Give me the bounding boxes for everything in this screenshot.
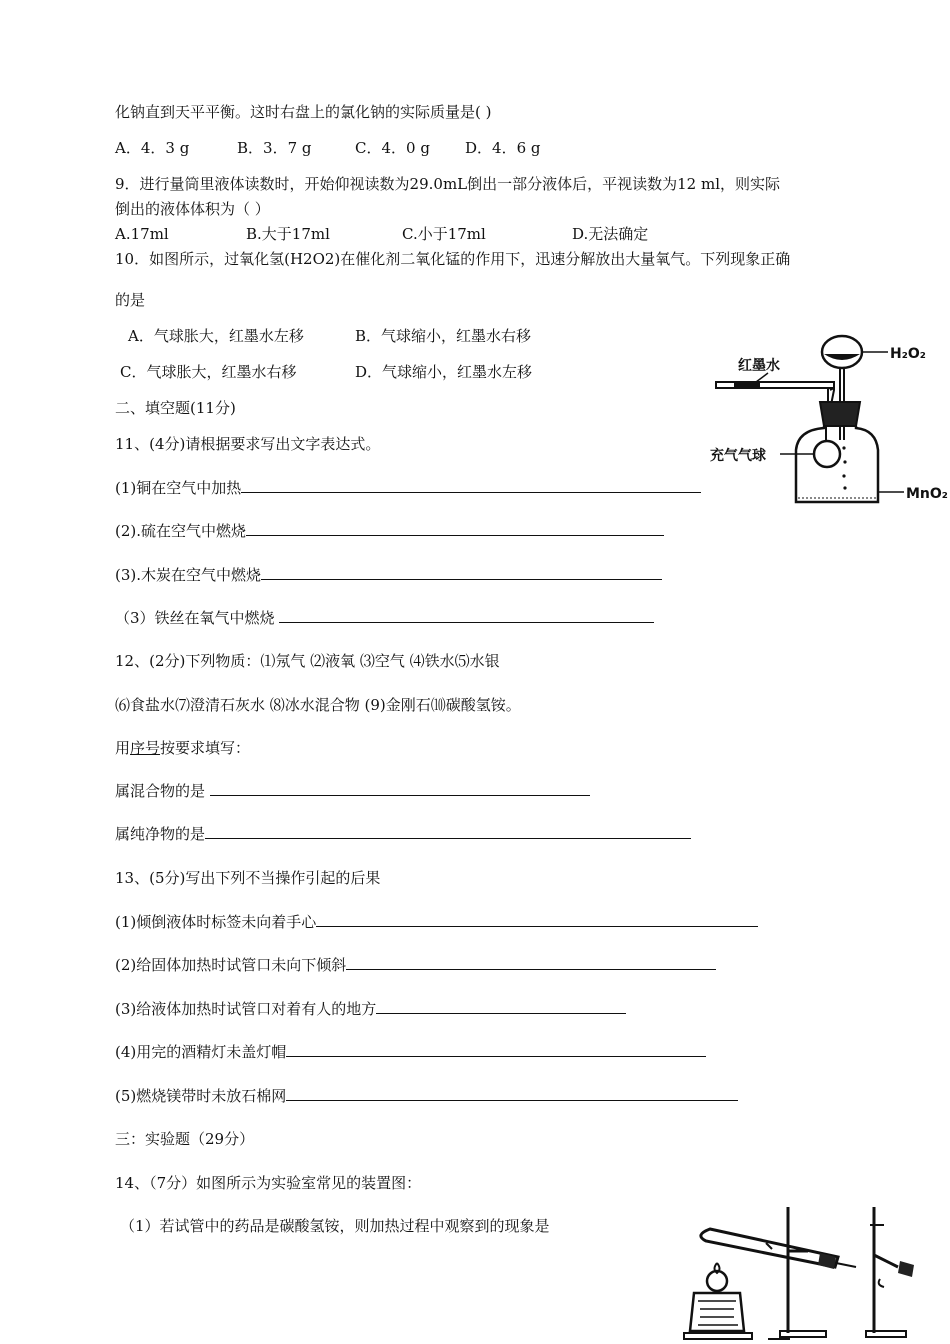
stopper (820, 402, 860, 426)
q10-option-c: C．气球胀大，红墨水右移 (120, 363, 297, 381)
q13-item-3 (115, 999, 626, 1019)
q8-option-b: B．3．7 g (237, 139, 312, 157)
q8-option-d: D．4．6 g (465, 139, 541, 157)
q13-item-2-label: (2)给固体加热时试管口未向下倾斜 (115, 956, 347, 974)
label-red-ink: 红墨水 (738, 358, 780, 374)
q12-mixture (115, 781, 590, 801)
label-h2o2: H₂O₂ (890, 346, 926, 362)
q11-item-3 (115, 565, 662, 585)
q13-answer-blank-3[interactable] (376, 999, 626, 1014)
balloon (814, 441, 840, 467)
q10-options-cd (120, 362, 532, 382)
q13-stem: 13、(5分)写出下列不当操作引起的后果 (115, 869, 381, 887)
q12-pure-blank[interactable] (205, 824, 691, 839)
q11-item-4 (115, 608, 654, 628)
q9-stem-line1: 9．进行量筒里液体读数时，开始仰视读数为29.0mL倒出一部分液体后，平视读数为12 ml，则实际 (115, 175, 781, 193)
q11-item-2 (115, 521, 664, 541)
q10-stem-line1: 10．如图所示，过氧化氢(H2O2)在催化剂二氧化锰的作用下，迅速分解放出大量氧气。下列现象正确 (115, 250, 791, 268)
funnel-bulb (822, 336, 862, 368)
q14-item-1: （1）若试管中的药品是碳酸氢铵，则加热过程中观察到的现象是 (120, 1217, 550, 1235)
side-tube (716, 382, 834, 388)
q10-option-d: D．气球缩小，红墨水左移 (355, 363, 533, 381)
q8-options (115, 138, 540, 158)
q13-item-2 (115, 955, 716, 975)
q10-option-a: A．气球胀大，红墨水左移 (128, 327, 304, 345)
q13-item-5 (115, 1086, 738, 1106)
q11-answer-blank-4[interactable] (279, 608, 654, 623)
q12-instruction (115, 738, 250, 758)
q12-stem-line1: 12、(2分)下列物质：⑴氖气 ⑵液氧 ⑶空气 ⑷铁水⑸水银 (115, 652, 500, 670)
q8-option-c: C．4．0 g (355, 139, 430, 157)
q12-pure (115, 824, 691, 844)
red-ink-column (734, 382, 760, 388)
q13-item-3-label: (3)给液体加热时试管口对着有人的地方 (115, 1000, 377, 1018)
q10-apparatus-figure (710, 330, 950, 512)
q9-option-c: C.小于17ml (402, 225, 486, 243)
q13-answer-blank-1[interactable] (316, 912, 758, 927)
section-2-heading: 二、填空题(11分) (115, 399, 236, 417)
q11-item-3-label: (3).木炭在空气中燃烧 (115, 566, 262, 584)
q11-stem: 11、(4分)请根据要求写出文字表达式。 (115, 435, 381, 453)
q13-answer-blank-5[interactable] (286, 1086, 738, 1101)
q9-option-b: B.大于17ml (246, 225, 330, 243)
q11-answer-blank-3[interactable] (261, 565, 662, 580)
q12-mixture-blank[interactable] (210, 781, 590, 796)
q13-answer-blank-4[interactable] (286, 1042, 706, 1057)
q13-item-5-label: (5)燃烧镁带时未放石棉网 (115, 1087, 287, 1105)
q13-item-4 (115, 1042, 706, 1062)
q11-item-2-label: (2).硫在空气中燃烧 (115, 522, 247, 540)
q11-item-1 (115, 478, 701, 498)
label-balloon: 充气气球 (710, 448, 766, 464)
q10-options-ab (128, 326, 531, 346)
q9-option-d: D.无法确定 (572, 225, 649, 243)
q13-item-4-label: (4)用完的酒精灯未盖灯帽 (115, 1043, 287, 1061)
q12-stem-line2: ⑹食盐水⑺澄清石灰水 ⑻冰水混合物 (9)金刚石⑽碳酸氢铵。 (115, 696, 521, 714)
q9-options (115, 224, 648, 244)
q12-instruction-pre: 用 (115, 739, 131, 757)
q14-stem: 14、（7分）如图所示为实验室常见的装置图： (115, 1174, 422, 1192)
q12-instruction-post: 按要求填写： (160, 739, 251, 757)
q13-item-1 (115, 912, 758, 932)
label-mno2: MnO₂ (906, 486, 948, 502)
section-3-heading: 三：实验题（29分） (115, 1130, 255, 1148)
q13-item-1-label: (1)倾倒液体时标签未向着手心 (115, 913, 317, 931)
q8-option-a: A．4．3 g (115, 139, 190, 157)
q9-stem-line2: 倒出的液体体积为（ ） (115, 200, 270, 218)
q11-item-4-label: （3）铁丝在氧气中燃烧 (115, 609, 280, 627)
q10-stem-line2: 的是 (115, 291, 146, 309)
q11-item-1-label: (1)铜在空气中加热 (115, 479, 242, 497)
q12-pure-label: 属纯净物的是 (115, 825, 206, 843)
funnel-liquid (824, 354, 860, 360)
q14-apparatus-figure (680, 1205, 950, 1344)
q8-stem: 化钠直到天平平衡。这时右盘上的氯化钠的实际质量是( ) (115, 103, 492, 121)
q12-instruction-underlined: 序号 (130, 739, 161, 757)
q13-answer-blank-2[interactable] (346, 955, 716, 970)
q11-answer-blank-2[interactable] (246, 521, 664, 536)
q11-answer-blank-1[interactable] (241, 478, 701, 493)
q10-option-b: B．气球缩小，红墨水右移 (355, 327, 532, 345)
q9-option-a: A.17ml (115, 225, 169, 243)
q12-mixture-label: 属混合物的是 (115, 782, 210, 800)
test-tube (701, 1229, 838, 1267)
